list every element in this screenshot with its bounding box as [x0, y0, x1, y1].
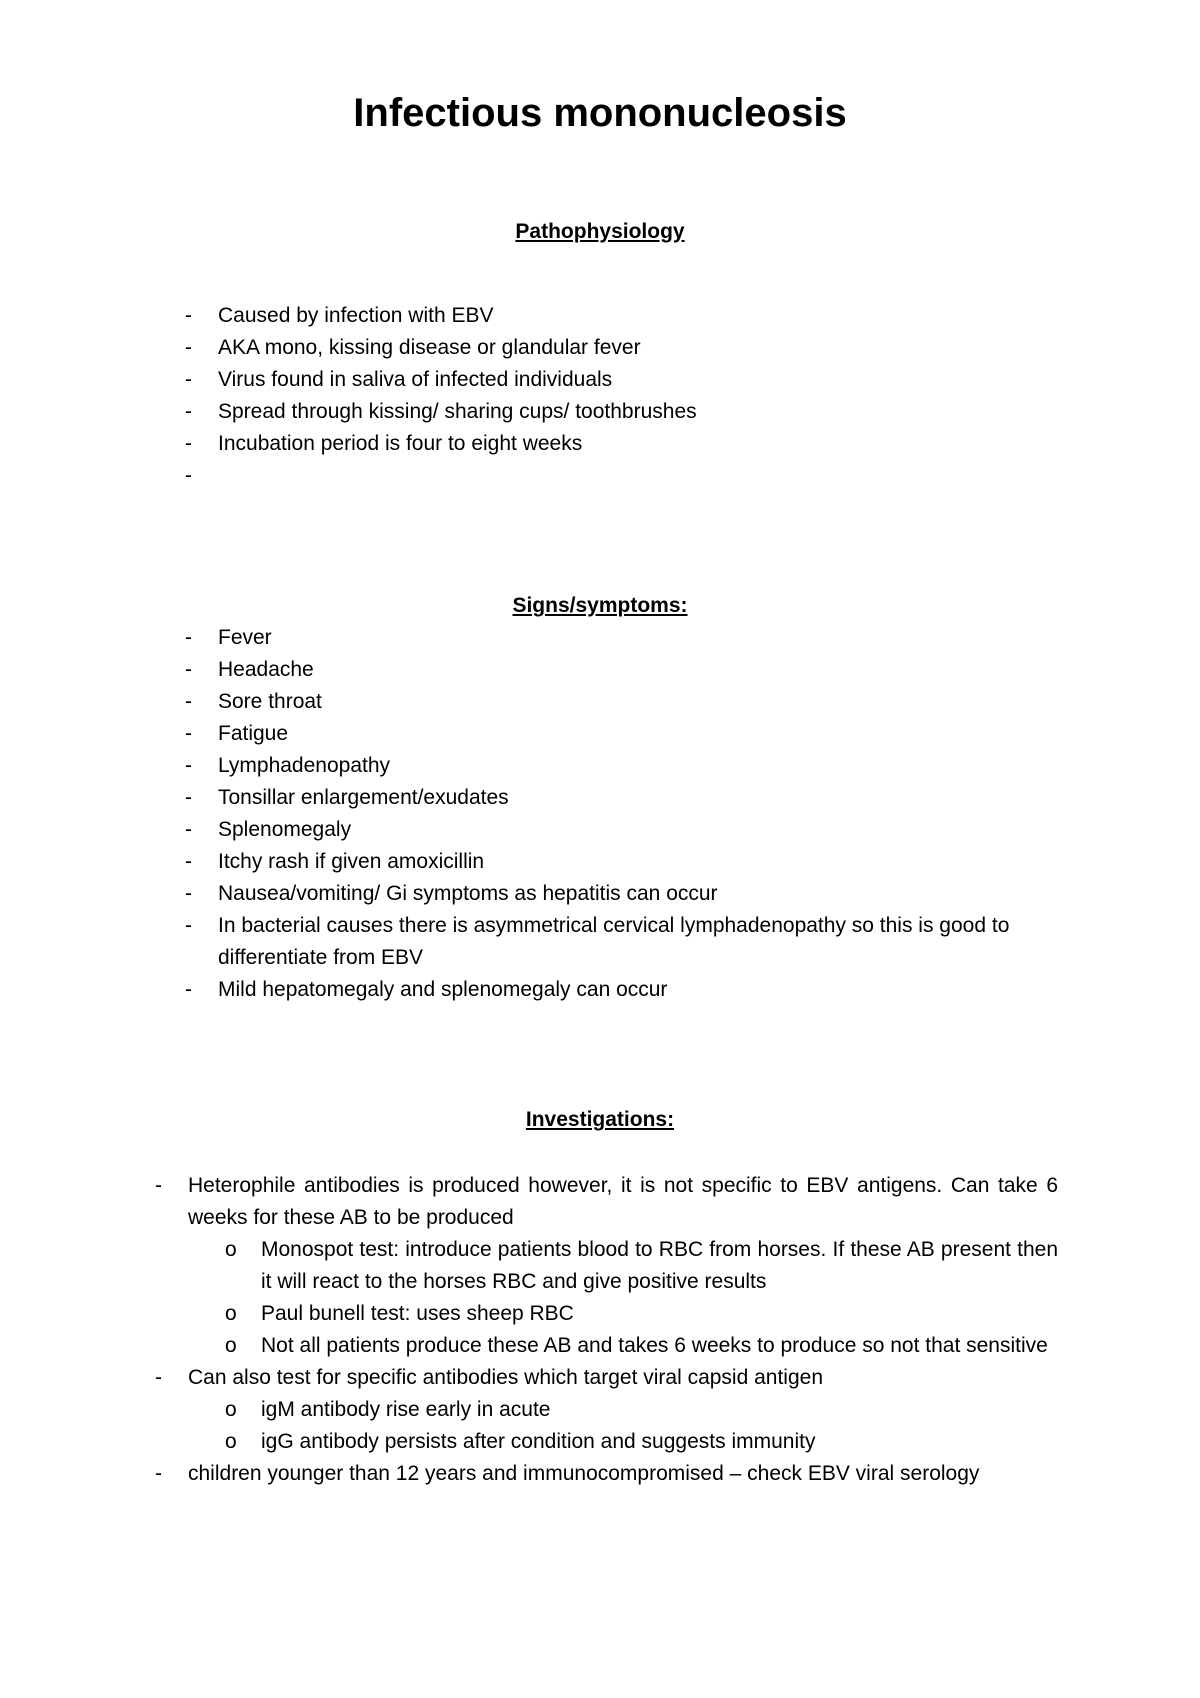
dash-marker: - [185, 464, 192, 487]
sub-list-item [225, 1394, 1058, 1426]
dash-marker: - [185, 432, 192, 455]
dash-marker: - [185, 690, 192, 713]
list-item-text: Incubation period is four to eight weeks [218, 432, 583, 455]
list-item-text: Sore throat [218, 690, 322, 713]
dash-marker: - [185, 914, 192, 937]
circle-bullet: o [225, 1302, 237, 1325]
circle-bullet: o [225, 1334, 237, 1357]
list-item-text: Splenomegaly [218, 818, 352, 841]
signs-list [185, 622, 1098, 1006]
list-item [155, 1362, 1058, 1458]
list-item-text: Can also test for specific antibodies which target viral capsid antigen [188, 1366, 824, 1389]
list-item [155, 1170, 1058, 1362]
list-item [185, 750, 1098, 782]
sub-list-item-text: Not all patients produce these AB and takes 6 weeks to produce so not that sensitive [261, 1334, 1048, 1357]
list-item-text: Mild hepatomegaly and splenomegaly can occur [218, 978, 668, 1001]
list-item-text: AKA mono, kissing disease or glandular fever [218, 336, 641, 359]
sub-list-item [225, 1298, 1058, 1330]
list-item [185, 686, 1098, 718]
list-item-text: Lymphadenopathy [218, 754, 391, 777]
sub-list-item-text: igG antibody persists after condition and suggests immunity [261, 1430, 816, 1453]
sub-list [188, 1234, 1058, 1362]
heading-pathophysiology: Pathophysiology [515, 220, 685, 243]
list-item-text: Caused by infection with EBV [218, 304, 494, 327]
dash-marker: - [185, 626, 192, 649]
sub-list-item [225, 1234, 1058, 1298]
list-item [185, 814, 1098, 846]
dash-marker: - [185, 336, 192, 359]
list-item [155, 1458, 1058, 1490]
list-item-text: Nausea/vomiting/ Gi symptoms as hepatitis can occur [218, 882, 718, 905]
list-item [185, 782, 1098, 814]
dash-marker: - [155, 1462, 162, 1485]
dash-marker: - [155, 1174, 162, 1197]
circle-bullet: o [225, 1430, 237, 1453]
dash-marker: - [185, 722, 192, 745]
circle-bullet: o [225, 1398, 237, 1421]
sub-list-item [225, 1330, 1058, 1362]
dash-marker: - [185, 400, 192, 423]
list-item-text: Heterophile antibodies is produced however, it is not specific to EBV antigens. Can take 6 weeks for these AB to be produced [188, 1174, 1058, 1229]
list-item [185, 460, 1098, 492]
dash-marker: - [155, 1366, 162, 1389]
heading-investigations: Investigations: [525, 1108, 675, 1131]
list-item-text: children younger than 12 years and immunocompromised – check EBV viral serology [188, 1462, 980, 1485]
list-item [185, 396, 1098, 428]
list-item-text: Virus found in saliva of infected individuals [218, 368, 613, 391]
list-item [185, 718, 1098, 750]
list-item [185, 364, 1098, 396]
list-item-text: Itchy rash if given amoxicillin [218, 850, 485, 873]
list-item [185, 332, 1098, 364]
sub-list-item [225, 1426, 1058, 1458]
list-item-text: In bacterial causes there is asymmetrical cervical lymphadenopathy so this is good to differentiate from EBV [218, 914, 1010, 969]
list-item [185, 654, 1098, 686]
list-item-text: Fever [218, 626, 272, 649]
list-item-text: Tonsillar enlargement/exudates [218, 786, 509, 809]
list-item [185, 300, 1098, 332]
dash-marker: - [185, 850, 192, 873]
dash-marker: - [185, 658, 192, 681]
sub-list-item-text: Monospot test: introduce patients blood to RBC from horses. If these AB present then it will react to the horses RBC and give positive results [261, 1238, 1058, 1293]
sub-list [188, 1394, 1058, 1458]
sub-list-item-text: Paul bunell test: uses sheep RBC [261, 1302, 574, 1325]
pathophysiology-list [185, 300, 1098, 492]
list-item [185, 846, 1098, 878]
list-item [185, 878, 1098, 910]
dash-marker: - [185, 754, 192, 777]
list-item [185, 622, 1098, 654]
list-item-text: Spread through kissing/ sharing cups/ toothbrushes [218, 400, 697, 423]
investigations-list [155, 1170, 1058, 1490]
dash-marker: - [185, 978, 192, 1001]
dash-marker: - [185, 818, 192, 841]
dash-marker: - [185, 304, 192, 327]
list-item [185, 910, 1098, 974]
page-title: Infectious mononucleosis [353, 91, 847, 135]
list-item-text: Fatigue [218, 722, 289, 745]
list-item-text: Headache [218, 658, 314, 681]
list-item [185, 974, 1098, 1006]
dash-marker: - [185, 786, 192, 809]
dash-marker: - [185, 882, 192, 905]
circle-bullet: o [225, 1238, 237, 1261]
sub-list-item-text: igM antibody rise early in acute [261, 1398, 551, 1421]
list-item [185, 428, 1098, 460]
heading-signs-symptoms: Signs/symptoms: [512, 594, 688, 617]
dash-marker: - [185, 368, 192, 391]
